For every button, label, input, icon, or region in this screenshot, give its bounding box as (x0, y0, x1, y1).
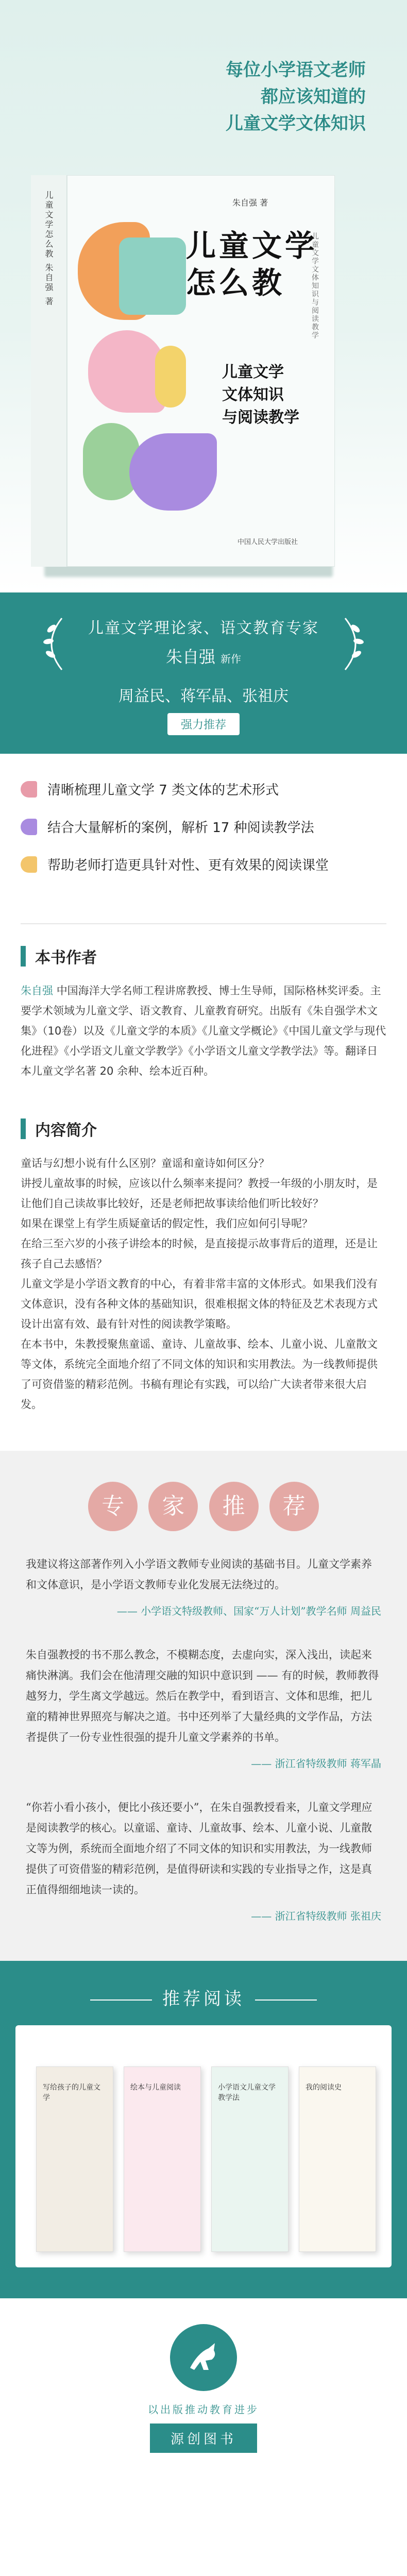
expert-cite: —— 浙江省特级教师 蒋军晶 (251, 1757, 381, 1770)
section-heading (21, 1117, 386, 1140)
feature-mark-icon (21, 781, 37, 798)
author-bio (21, 981, 386, 1081)
intro-paragraph: 讲授儿童故事的时候，应该以什么频率来提问？教授一年级的小朋友时，是让他们自己读故事比较好，还是老师把故事读给他们听比较好？ (21, 1177, 378, 1210)
heading-char: 推 (209, 1482, 259, 1531)
cover-shape-pink (88, 330, 165, 413)
banner-recommenders: 周益民、蒋军晶、张祖庆 (118, 687, 289, 705)
section-title: 本书作者 (35, 949, 97, 967)
feature-text: 结合大量解析的案例，解析 17 种阅读教学法 (47, 820, 314, 836)
cover-shape-yellow (155, 346, 186, 408)
intro-paragraph: 在本书中，朱教授聚焦童谣、童诗、儿童故事、绘本、儿童小说、儿童散文等文体，系统完全面地介绍了不同文体的知识和实用教法。为一线教师提供了可资借鉴的精彩范例。书稿有理论有实践，可以给广大读者带来很大启发。 (21, 1338, 378, 1411)
banner-title: 儿童文学理论家、语文教育专家 (88, 619, 319, 637)
laurel-right-icon (340, 613, 371, 675)
heading-char: 专 (88, 1482, 138, 1531)
intro-section (0, 1097, 407, 1451)
cover-title (186, 227, 318, 301)
heading-char: 家 (148, 1482, 198, 1531)
author-name: 朱自强 (21, 985, 53, 997)
feature-item (21, 817, 386, 836)
features-list (0, 754, 407, 923)
author-bio-text: 中国海洋大学名师工程讲席教授、博士生导师，国际格林奖评委。主要学术领域为儿童文学、语文教育、儿童教育研究。出版有《朱自强学术文集》（10卷）以及《儿童文学的本质》《儿童文学概论》《中国儿童文学与现代化进程》《小学语文儿童文学教学》《小学语文儿童文学教学法》等。翻译日本儿童文学名著 20 余种、绘本近百种。 (21, 985, 386, 1077)
banner-rec-label: 强力推荐 (167, 713, 240, 735)
recommend-reading-section (0, 1961, 407, 2298)
feature-item (21, 779, 386, 799)
heading-bar (21, 946, 26, 967)
cover-shape-purple (129, 433, 217, 511)
author-section (0, 924, 407, 1097)
footer (0, 2298, 407, 2489)
heading-char: 荐 (269, 1482, 319, 1531)
cover-shape-mint (119, 238, 186, 315)
recommend-heading: 推荐阅读 (15, 1985, 392, 2010)
cover-author: 朱自强 著 (232, 198, 268, 208)
intro-paragraph: 在给三至六岁的小孩子讲绘本的时候，是直接提示故事背后的道理，还是让孩子自己去感悟？ (21, 1238, 378, 1270)
slogan-line: 每位小学语文老师 (226, 60, 366, 80)
expert-quote: “你若小看小孩小，便比小孩还要小”，在朱自强教授看来，儿童文学理应是阅读教学的核心。以童谣、童诗、儿童故事、绘本、儿童小说、儿童散文等为例，系统而全面地介绍了不同文体的知识和实用教法，为一线教师提供了可资借鉴的精彩范例，是值得研读和实践的专业指导之作，这是真正值得细细地读一读的。 (26, 1801, 372, 1896)
cover-subtitle-line: 儿童文学 (222, 363, 284, 381)
expert-cite: —— 小学语文特级教师、国家“万人计划”教学名师 周益民 (116, 1605, 381, 1617)
slogan-line: 儿童文学文体知识 (226, 113, 366, 134)
feature-text: 清晰梳理儿童文学 7 类文体的艺术形式 (47, 783, 279, 798)
banner-author-name: 朱自强 (165, 647, 215, 667)
feature-mark-icon (21, 819, 37, 835)
feature-item (21, 855, 386, 874)
expert-cite: —— 浙江省特级教师 张祖庆 (251, 1910, 381, 1922)
cover-subtitle (222, 361, 299, 429)
cover-subtitle-line: 与阅读教学 (222, 409, 299, 427)
book-title: 写给孩子的儿童文学 (43, 2083, 100, 2102)
banner-author-role: 新作 (221, 653, 241, 665)
cover-vertical-text: 儿童文学文体知识与阅读教学 (311, 232, 319, 340)
heading-bar (21, 1118, 26, 1139)
book-title: 小学语文儿童文学教学法 (218, 2083, 276, 2102)
slogan-line: 都应该知道的 (261, 87, 366, 107)
recommended-book[interactable] (211, 2066, 289, 2252)
expert-heading (26, 1482, 381, 1531)
hero-slogan (226, 57, 366, 137)
cover-title-line: 儿童文学 (186, 228, 318, 263)
expert-quote: 朱自强教授的书不那么教念，不模糊态度，去虚向实，深入浅出，读起来痛快淋漓。我们会在他清理交融的知识中意识到 —— 有的时候，教师教得越努力，学生离文学越远。然后在教学中，看到语言、文体和思维，把儿童的精神世界照亮与解决之道。书中还列举了大量经典的文学作品，方法者提供了一份专业性很强的提升儿童文学素养的书单。 (26, 1649, 379, 1743)
book-title: 绘本与儿童阅读 (130, 2083, 181, 2092)
footer-tagline: 以出版推动教育进步 (148, 2403, 259, 2416)
book-spine (31, 175, 67, 567)
book-title: 我的阅读史 (306, 2083, 342, 2092)
hero-section (0, 0, 407, 592)
expert-quote: 我建议将这部著作列入小学语文教师专业阅读的基础书目。儿童文学素养和文体意识，是小学语文教师专业化发展无法绕过的。 (26, 1558, 372, 1591)
section-title: 内容简介 (35, 1122, 97, 1140)
intro-paragraph: 如果在课堂上有学生质疑童话的假定性，我们应如何引导呢？ (21, 1217, 313, 1230)
horse-logo-icon (183, 2337, 224, 2378)
expert-recommend-section (0, 1451, 407, 1961)
feature-mark-icon (21, 856, 37, 873)
book-front-cover (67, 175, 335, 567)
laurel-left-icon (36, 613, 67, 675)
section-heading (21, 945, 386, 968)
cover-subtitle-line: 文体知识 (222, 386, 284, 404)
intro-paragraph: 儿童文学是小学语文教育的中心，有着非常丰富的文体形式。如果我们没有文体意识，没有各种文体的基础知识，很难根据文体的特征及艺术表现方式设计出富有效、最有针对性的阅读教学策略。 (21, 1278, 378, 1330)
book-shelf (15, 2025, 392, 2267)
cover-title-line: 怎么教 (186, 265, 285, 300)
spine-text: 儿童文学怎么教 朱自强 著 (44, 191, 54, 307)
recommended-book[interactable] (36, 2066, 113, 2252)
cover-publisher: 中国人民大学出版社 (238, 538, 298, 546)
footer-brand: 源创图书 (150, 2424, 257, 2453)
feature-text: 帮助老师打造更具针对性、更有效果的阅读课堂 (47, 858, 329, 873)
intro-paragraph: 童话与幻想小说有什么区别？童谣和童诗如何区分？ (21, 1157, 269, 1170)
recommended-book[interactable] (124, 2066, 201, 2252)
publisher-logo (170, 2324, 237, 2391)
recommended-book[interactable] (299, 2066, 376, 2252)
book-cover-image (31, 175, 340, 577)
author-banner (0, 592, 407, 754)
